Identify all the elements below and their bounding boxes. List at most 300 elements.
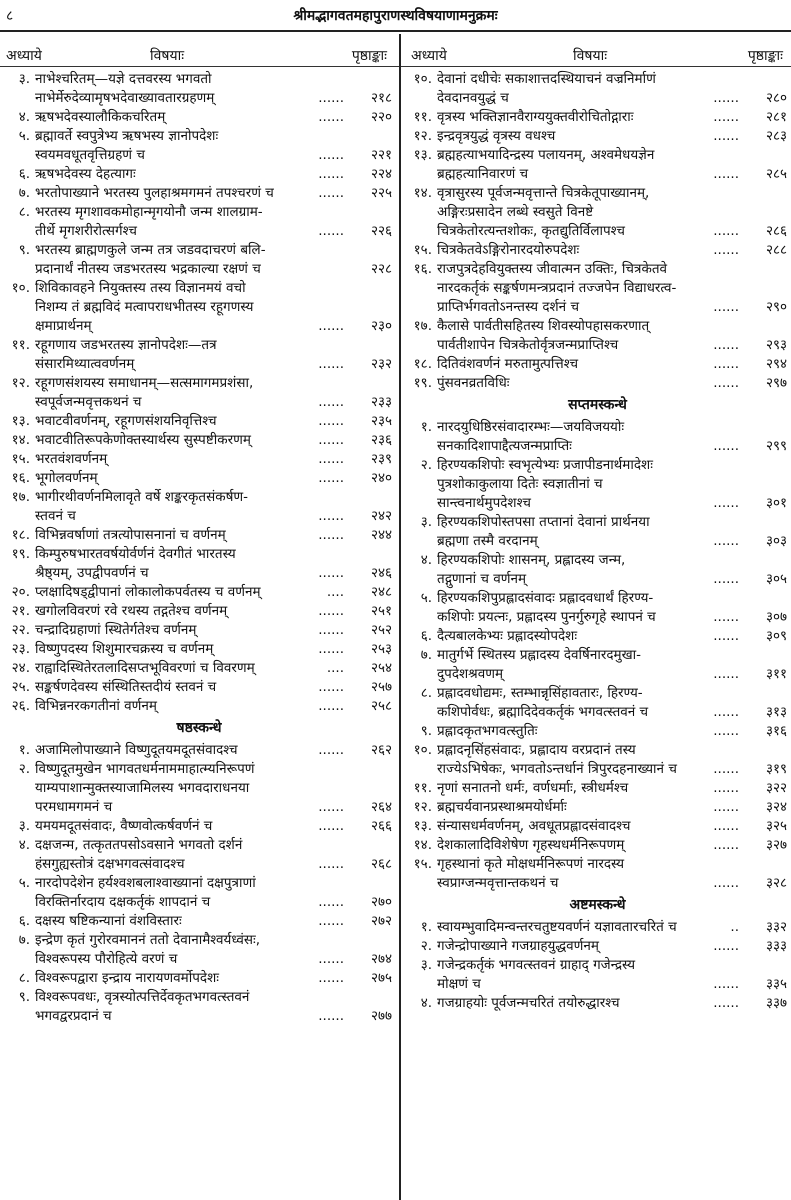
chapter-number: ४.: [420, 995, 432, 1011]
toc-entry: [404, 956, 791, 994]
chapter-number: २४.: [11, 660, 30, 676]
toc-entry: [2, 583, 396, 602]
entry-text: नाभेश्चरितम्—यज्ञे दत्तवरस्य भगवतो: [35, 71, 212, 87]
vishaya-header: विषयाः: [573, 48, 608, 64]
chapter-number: २१.: [11, 603, 30, 619]
entry-text: मातुर्गर्भे स्थितस्य प्रह्लादस्य देवर्षिनारदमुखा-: [437, 647, 641, 663]
prishtha-header: पृष्ठाङ्काः: [351, 48, 387, 64]
leader-dots: ......: [713, 704, 739, 720]
page-ref: २२५: [370, 185, 392, 201]
page-ref: २३९: [370, 451, 392, 467]
entry-text: इन्द्रेण कृतं गुरोरवमाननं ततो देवानामैश्वर्यध्वंसः,: [35, 932, 261, 948]
toc-entry: [404, 589, 791, 627]
toc-entry: [2, 108, 396, 127]
chapter-number: ७.: [420, 647, 432, 663]
toc-entry: [2, 874, 396, 912]
entry-text: प्राप्तिर्भगवतोऽनन्तस्य दर्शनं च: [437, 299, 580, 315]
page-ref: ३०३: [765, 533, 787, 549]
page-ref: ३०१: [765, 495, 787, 511]
page-ref: २८०: [765, 90, 787, 106]
chapter-number: २.: [420, 457, 432, 473]
page-ref: २७५: [370, 970, 392, 986]
page-ref: २३३: [370, 394, 392, 410]
page-ref: ३२५: [765, 818, 787, 834]
entry-text: कशिपोः प्रयत्नः, प्रह्लादस्य पुनर्गुरुगृहे स्थापनं च: [437, 609, 656, 625]
toc-entry: [404, 374, 791, 393]
entry-text: कैलासे पार्वतीसहितस्य शिवस्योपहासकरणात्: [437, 318, 650, 334]
toc-entry: [2, 165, 396, 184]
toc-entry: [2, 988, 396, 1026]
page-ref: २९७: [765, 375, 787, 391]
entry-text: खगोलविवरणं रवे रथस्य तद्गतेश्च वर्णनम्: [35, 603, 228, 619]
page-ref: २५२: [370, 622, 392, 638]
toc-entry: [404, 937, 791, 956]
entry-text: भरतस्य मृगशावकमोहान्मृगयोनौ जन्म शालग्राम-: [35, 204, 263, 220]
toc-entry: [404, 317, 791, 355]
page-ref: २९९: [765, 438, 787, 454]
chapter-number: १३.: [413, 147, 432, 163]
chapter-number: २०.: [11, 584, 30, 600]
toc-entry: [404, 184, 791, 241]
entry-text: विष्णुदूतमुखेन भागवतधर्मनाममाहात्म्यनिरूपणं: [35, 761, 255, 777]
chapter-number: १५.: [11, 451, 30, 467]
leader-dots: ......: [318, 622, 344, 638]
entry-text: देवानां दधीचेः सकाशात्तदस्थियाचनं वज्रनिर्माणं: [437, 71, 656, 87]
leader-dots: ......: [713, 128, 739, 144]
toc-entry: [404, 70, 791, 108]
leader-dots: ......: [318, 394, 344, 410]
chapter-number: १२.: [413, 128, 432, 144]
entry-text: गृहस्थानां कृते मोक्षधर्मनिरूपणं नारदस्य: [437, 856, 625, 872]
leader-dots: ......: [318, 413, 344, 429]
page-ref: २२१: [370, 147, 392, 163]
chapter-number: ५.: [18, 128, 30, 144]
page-number: ८: [6, 8, 14, 24]
leader-dots: ......: [318, 641, 344, 657]
leader-dots: ......: [318, 223, 344, 239]
chapter-number: १७.: [413, 318, 432, 334]
leader-dots: ......: [713, 976, 739, 992]
entry-text: भगवद्वरप्रदानं च: [35, 1008, 112, 1024]
page-ref: २८१: [765, 109, 787, 125]
chapter-number: १९.: [11, 546, 30, 562]
leader-dots: ......: [318, 679, 344, 695]
page-ref: ३२२: [765, 780, 787, 796]
page-ref: २९०: [765, 299, 787, 315]
chapter-number: ४.: [18, 837, 30, 853]
leader-dots: ......: [713, 495, 739, 511]
page-ref: २८५: [765, 166, 787, 182]
right-column-header: [401, 36, 791, 67]
toc-entry: [404, 918, 791, 937]
toc-entry: [2, 184, 396, 203]
chapter-number: १८.: [11, 527, 30, 543]
leader-dots: ....: [326, 660, 344, 676]
leader-dots: ......: [318, 913, 344, 929]
leader-dots: ......: [713, 818, 739, 834]
entry-text: स्वयमवधूतवृत्तिग्रहणं च: [35, 147, 145, 163]
entry-text: नारदकर्तृकं सङ्कर्षणमन्त्रप्रदानं तज्जपेन विद्याधरत्व-: [437, 280, 677, 296]
entry-text: वृत्रस्य भक्तिज्ञानवैराग्ययुक्तवीरोचितोद्गाराः: [437, 109, 634, 125]
chapter-number: १३.: [413, 818, 432, 834]
entry-text: विरक्तिर्नारदाय दक्षकर्तृकं शापदानं च: [35, 894, 211, 910]
chapter-number: ६.: [18, 166, 30, 182]
entry-text: स्वपूर्वजन्मवृत्तकथनं च: [35, 394, 142, 410]
chapter-number: २.: [18, 761, 30, 777]
section-heading: सप्तमस्कन्धे: [568, 397, 627, 413]
leader-dots: ......: [318, 799, 344, 815]
chapter-number: १६.: [413, 261, 432, 277]
chapter-number: २५.: [11, 679, 30, 695]
page-ref: २८८: [765, 242, 787, 258]
entry-text: चित्रकेतवेऽङ्गिरोनारदयोरुपदेशः: [437, 242, 580, 258]
chapter-number: १५.: [413, 856, 432, 872]
chapter-number: १४.: [413, 185, 432, 201]
toc-entry: [2, 697, 396, 716]
entry-text: दक्षजन्म, तत्कृततपसोऽवसाने भगवतो दर्शनं: [35, 837, 243, 853]
toc-entry: [2, 912, 396, 931]
page-ref: २५३: [370, 641, 392, 657]
page-ref: ३०९: [765, 628, 787, 644]
page-ref: २५७: [370, 679, 392, 695]
leader-dots: ......: [318, 698, 344, 714]
leader-dots: ......: [713, 242, 739, 258]
leader-dots: ......: [713, 533, 739, 549]
leader-dots: ......: [713, 609, 739, 625]
page-ref: २२८: [370, 261, 392, 277]
toc-entry: [2, 469, 396, 488]
chapter-number: १०.: [413, 742, 432, 758]
entry-text: चित्रकेतोरत्यन्तशोकः, कृतद्युतिर्विलापश्च: [437, 223, 625, 239]
leader-dots: ......: [713, 995, 739, 1011]
page-ref: २४४: [370, 527, 392, 543]
chapter-number: ३.: [18, 71, 30, 87]
entry-text: विभिन्नवर्षाणां तत्रत्योपासनानां च वर्णनम्: [35, 527, 226, 543]
section-heading: षष्ठस्कन्धे: [176, 720, 222, 736]
entry-text: ऋषभदेवस्य देहत्यागः: [35, 166, 136, 182]
chapter-number: १७.: [11, 489, 30, 505]
toc-entry: [2, 450, 396, 469]
leader-dots: ......: [318, 508, 344, 524]
entry-text: भागीरथीवर्णनमिलावृते वर्षे शङ्करकृतसंकर्षण-: [35, 489, 249, 505]
entry-text: ब्रह्महत्याभयादिन्द्रस्य पलायनम्, अश्वमेधयज्ञेन: [437, 147, 655, 163]
leader-dots: ......: [318, 166, 344, 182]
page-ref: ३०७: [765, 609, 787, 625]
leader-dots: ......: [318, 603, 344, 619]
leader-dots: ......: [713, 571, 739, 587]
toc-entry: [404, 355, 791, 374]
toc-entry: [404, 779, 791, 798]
entry-text: ब्रह्मावर्ते स्वपुत्रेभ्य ऋषभस्य ज्ञानोपदेशः: [35, 128, 219, 144]
toc-entry: [404, 836, 791, 855]
leader-dots: ....: [326, 584, 344, 600]
entry-text: गजग्राहयोः पूर्वजन्मचरितं तयोरुद्धारश्च: [437, 995, 620, 1011]
page-ref: ३१९: [765, 761, 787, 777]
entry-text: विश्वरूपद्वारा इन्द्राय नारायणवर्मोपदेशः: [35, 970, 219, 986]
chapter-number: ४.: [420, 552, 432, 568]
page-title: श्रीमद्भागवतमहापुराणस्थविषयाणामनुक्रमः: [293, 8, 498, 24]
toc-entry: [2, 203, 396, 241]
page-ref: २७४: [370, 951, 392, 967]
chapter-number: ३.: [420, 957, 432, 973]
leader-dots: ......: [318, 742, 344, 758]
leader-dots: ......: [318, 90, 344, 106]
page-ref: २२४: [370, 166, 392, 182]
entry-text: ब्रह्महत्यानिवारणं च: [437, 166, 529, 182]
chapter-number: ६.: [420, 628, 432, 644]
page-ref: ३३२: [765, 919, 787, 935]
entry-text: प्रदानार्थं नीतस्य जडभरतस्य भद्रकाल्या रक्षणं च: [35, 261, 261, 277]
leader-dots: ......: [318, 318, 344, 334]
chapter-number: १.: [18, 742, 30, 758]
toc-entry: [404, 741, 791, 779]
entry-text: हिरण्यकशिपोः शासनम्, प्रह्लादस्य जन्म,: [437, 552, 626, 568]
chapter-number: ६.: [18, 913, 30, 929]
toc-entry: [2, 760, 396, 817]
chapter-number: १२.: [11, 375, 30, 391]
toc-entry: [2, 741, 396, 760]
page-ref: २६२: [370, 742, 392, 758]
page-ref: २५१: [370, 603, 392, 619]
toc-entry: [404, 684, 791, 722]
toc-entry: [404, 146, 791, 184]
leader-dots: ......: [318, 356, 344, 372]
chapter-number: ११.: [413, 109, 432, 125]
toc-entry: [404, 994, 791, 1013]
entry-text: चन्द्रादिग्रहाणां स्थितेर्गतेश्च वर्णनम्: [35, 622, 197, 638]
toc-entry: [2, 336, 396, 374]
column-divider: [399, 34, 401, 1200]
leader-dots: ......: [318, 109, 344, 125]
entry-text: तद्गुणानां च वर्णनम्: [437, 571, 527, 587]
leader-dots: ......: [318, 147, 344, 163]
toc-entry: [2, 412, 396, 431]
chapter-number: १९.: [413, 375, 432, 391]
entry-text: ऋषभदेवस्यालौकिकचरितम्: [35, 109, 166, 125]
chapter-number: १२.: [413, 799, 432, 815]
leader-dots: ......: [713, 837, 739, 853]
entry-text: संन्यासधर्मवर्णनम्, अवधूतप्रह्लादसंवादश्च: [437, 818, 631, 834]
entry-text: अजामिलोपाख्याने विष्णुदूतयमदूतसंवादश्च: [35, 742, 238, 758]
left-column-header: [0, 36, 399, 67]
chapter-number: ८.: [18, 970, 30, 986]
page-header: [0, 0, 791, 32]
page-ref: २८६: [765, 223, 787, 239]
chapter-number: १०.: [11, 280, 30, 296]
chapter-number: ९.: [18, 242, 30, 258]
chapter-number: १८.: [413, 356, 432, 372]
page-ref: २३२: [370, 356, 392, 372]
leader-dots: ......: [713, 375, 739, 391]
page-ref: २३६: [370, 432, 392, 448]
page-ref: २५४: [370, 660, 392, 676]
page-ref: २२६: [370, 223, 392, 239]
entry-text: अङ्गिरःप्रसादेन लब्धे स्वसुते विनष्टे: [437, 204, 594, 220]
leader-dots: ......: [713, 628, 739, 644]
leader-dots: ......: [318, 470, 344, 486]
chapter-number: ८.: [420, 685, 432, 701]
page-ref: ३३५: [765, 976, 787, 992]
leader-dots: ......: [318, 185, 344, 201]
leader-dots: ......: [318, 565, 344, 581]
entry-text: भरतोपाख्याने भरतस्य पुलहाश्रमगमनं तपश्चरणं च: [35, 185, 274, 201]
entry-text: हंसगुह्यस्तोत्रं दक्षभगवत्संवादश्च: [35, 856, 185, 872]
page-ref: २१८: [370, 90, 392, 106]
left-column: [2, 70, 396, 1026]
adhyaya-header: अध्याये: [6, 48, 42, 64]
page-ref: २४८: [370, 584, 392, 600]
entry-text: पुंसवनव्रतविधिः: [437, 375, 510, 391]
toc-entry: [404, 646, 791, 684]
page-ref: २९३: [765, 337, 787, 353]
page-ref: ३३७: [765, 995, 787, 1011]
page-ref: २७२: [370, 913, 392, 929]
vishaya-header: विषयाः: [150, 48, 185, 64]
toc-entry: [2, 279, 396, 336]
entry-text: भवाटवीवर्णनम्, रहूगणसंशयनिवृत्तिश्च: [35, 413, 217, 429]
entry-text: स्वायम्भुवादिमन्वन्तरचतुष्टयवर्णनं यज्ञावतारचरितं च: [437, 919, 677, 935]
chapter-number: ५.: [18, 875, 30, 891]
toc-entry: [404, 722, 791, 741]
leader-dots: ......: [318, 1008, 344, 1024]
toc-entry: [2, 659, 396, 678]
entry-text: देशकालादिविशेषेण गृहस्थधर्मनिरूपणम्: [437, 837, 625, 853]
page-ref: २७७: [370, 1008, 392, 1024]
chapter-number: १.: [420, 419, 432, 435]
chapter-number: १५.: [413, 242, 432, 258]
page-ref: २३०: [370, 318, 392, 334]
page-ref: ३०५: [765, 571, 787, 587]
entry-text: पार्वतीशापेन चित्रकेतोर्वृत्रजन्मप्राप्तिश्च: [437, 337, 619, 353]
chapter-number: १३.: [11, 413, 30, 429]
chapter-number: ४.: [18, 109, 30, 125]
leader-dots: ..: [730, 919, 739, 935]
leader-dots: ......: [713, 723, 739, 739]
chapter-number: ३.: [18, 818, 30, 834]
toc-entry: [404, 418, 791, 456]
entry-text: गजेन्द्रोपाख्याने गजग्राहयुद्धवर्णनम्: [437, 938, 599, 954]
chapter-number: ५.: [420, 590, 432, 606]
toc-entry: [2, 836, 396, 874]
toc-entry: [404, 817, 791, 836]
leader-dots: ......: [318, 894, 344, 910]
prishtha-header: पृष्ठाङ्काः: [747, 48, 783, 64]
entry-text: राह्वादिस्थितेरतलादिसप्तभूविवरणां च विवरणम्: [35, 660, 255, 676]
leader-dots: ......: [713, 356, 739, 372]
leader-dots: ......: [713, 761, 739, 777]
toc-entry: [404, 127, 791, 146]
entry-text: परमधामगमनं च: [35, 799, 113, 815]
entry-text: हिरण्यकशिपोः स्वभृत्येभ्यः प्रजापीडनार्थमादेशः: [437, 457, 653, 473]
chapter-number: १४.: [11, 432, 30, 448]
page-ref: २९४: [765, 356, 787, 372]
toc-entry: [2, 678, 396, 697]
entry-text: स्वप्राग्जन्मवृत्तान्तकथनं च: [437, 875, 559, 891]
entry-text: हिरण्यकशिपोस्तपसा तप्तानां देवानां प्रार्थनया: [437, 514, 650, 530]
toc-entry: [404, 627, 791, 646]
entry-text: भवाटवीतिरूपकेणोक्तस्यार्थस्य सुस्पष्टीकरणम्: [35, 432, 251, 448]
entry-text: भरतवंशवर्णनम्: [35, 451, 108, 467]
page-ref: २७०: [370, 894, 392, 910]
leader-dots: ......: [713, 109, 739, 125]
chapter-number: २२.: [11, 622, 30, 638]
entry-text: रहूगणसंशयस्य समाधानम्—सत्समागमप्रशंसा,: [35, 375, 254, 391]
entry-text: विश्वरूपवधः, वृत्रस्योत्पत्तिर्देवकृतभगवत्स्तवनं: [35, 989, 250, 1005]
entry-text: दक्षस्य षष्टिकन्यानां वंशविस्तारः: [35, 913, 182, 929]
entry-text: विश्वरूपस्य पौरोहित्ये वरणं च: [35, 951, 178, 967]
leader-dots: ......: [713, 90, 739, 106]
entry-text: राज्येऽभिषेकः, भगवतोऽन्तर्धानं त्रिपुरदहनाख्यानं च: [437, 761, 677, 777]
toc-entry: [2, 640, 396, 659]
toc-entry: [2, 931, 396, 969]
toc-entry: [2, 127, 396, 165]
page-ref: २४२: [370, 508, 392, 524]
entry-text: नारदोपदेशेन हर्यश्वशबलाश्वाख्यानां दक्षपुत्राणां: [35, 875, 256, 891]
leader-dots: ......: [713, 780, 739, 796]
page-ref: २५८: [370, 698, 392, 714]
entry-text: वृत्रासुरस्य पूर्वजन्मवृत्तान्ते चित्रकेतूपाख्यानम्,: [437, 185, 650, 201]
chapter-number: ९.: [18, 989, 30, 1005]
entry-text: याम्यपाशान्मुक्तस्याजामिलस्य भगवदाराधनया: [35, 780, 250, 796]
entry-text: प्लक्षादिषड्द्वीपानां लोकालोकपर्वतस्य च वर्णनम्: [35, 584, 261, 600]
leader-dots: ......: [713, 799, 739, 815]
entry-text: दैत्यबालकेभ्यः प्रह्लादस्योपदेशः: [437, 628, 578, 644]
toc-entry: [2, 817, 396, 836]
entry-text: दितिवंशवर्णनं मरुतामुत्पत्तिश्च: [437, 356, 579, 372]
chapter-number: १६.: [11, 470, 30, 486]
chapter-number: २६.: [11, 698, 30, 714]
chapter-number: ९.: [420, 723, 432, 739]
toc-entry: [404, 456, 791, 513]
entry-text: ब्रह्मचर्यवानप्रस्थाश्रमयोर्धर्माः: [437, 799, 567, 815]
toc-entry: [2, 70, 396, 108]
toc-entry: [404, 855, 791, 893]
entry-text: प्रह्लादनृसिंहसंवादः, प्रह्लादाय वरप्रदानं तस्य: [437, 742, 636, 758]
entry-text: दुपदेशश्रवणम्: [437, 666, 504, 682]
toc-entry: [2, 431, 396, 450]
leader-dots: ......: [318, 951, 344, 967]
page-ref: २६८: [370, 856, 392, 872]
chapter-number: ७.: [18, 932, 30, 948]
entry-text: निशम्य तं ब्रह्मविदं मत्वापराधभीतस्य रहूगणस्य: [35, 299, 254, 315]
entry-text: संसारमिथ्यात्ववर्णनम्: [35, 356, 135, 372]
chapter-number: २.: [420, 938, 432, 954]
entry-text: तीर्थे मृगशरीरोत्सर्गश्च: [35, 223, 137, 239]
entry-text: भरतस्य ब्राह्मणकुले जन्म तत्र जडवदाचरणं बलि-: [35, 242, 266, 258]
chapter-number: २३.: [11, 641, 30, 657]
toc-entry: [2, 241, 396, 279]
entry-text: शिविकावहने नियुक्तस्य तस्य विज्ञानमयं वचो: [35, 280, 246, 296]
toc-entry: [2, 621, 396, 640]
toc-entry: [2, 602, 396, 621]
page-ref: २८३: [765, 128, 787, 144]
leader-dots: ......: [713, 875, 739, 891]
page-ref: २६६: [370, 818, 392, 834]
entry-text: पुत्रशोकाकुलाया दितेः स्वज्ञातीनां च: [437, 476, 603, 492]
entry-text: हिरण्यकशिपुप्रह्लादसंवादः प्रह्लादवधार्थं हिरण्य-: [437, 590, 654, 606]
toc-entry: [404, 513, 791, 551]
page-ref: २४६: [370, 565, 392, 581]
toc-entry: [404, 108, 791, 127]
page-ref: ३१६: [765, 723, 787, 739]
entry-text: कशिपोर्वधः, ब्रह्मादिदेवकर्तृकं भगवत्स्तवनं च: [437, 704, 649, 720]
entry-text: नारदयुधिष्ठिरसंवादारम्भः—जयविजययोः: [437, 419, 625, 435]
toc-entry: [2, 488, 396, 526]
entry-text: सनकादिशापाद्दैत्यजन्मप्राप्तिः: [437, 438, 572, 454]
entry-text: रहूगणाय जडभरतस्य ज्ञानोपदेशः—तत्र: [35, 337, 217, 353]
right-column: [404, 70, 791, 1013]
toc-entry: [2, 545, 396, 583]
